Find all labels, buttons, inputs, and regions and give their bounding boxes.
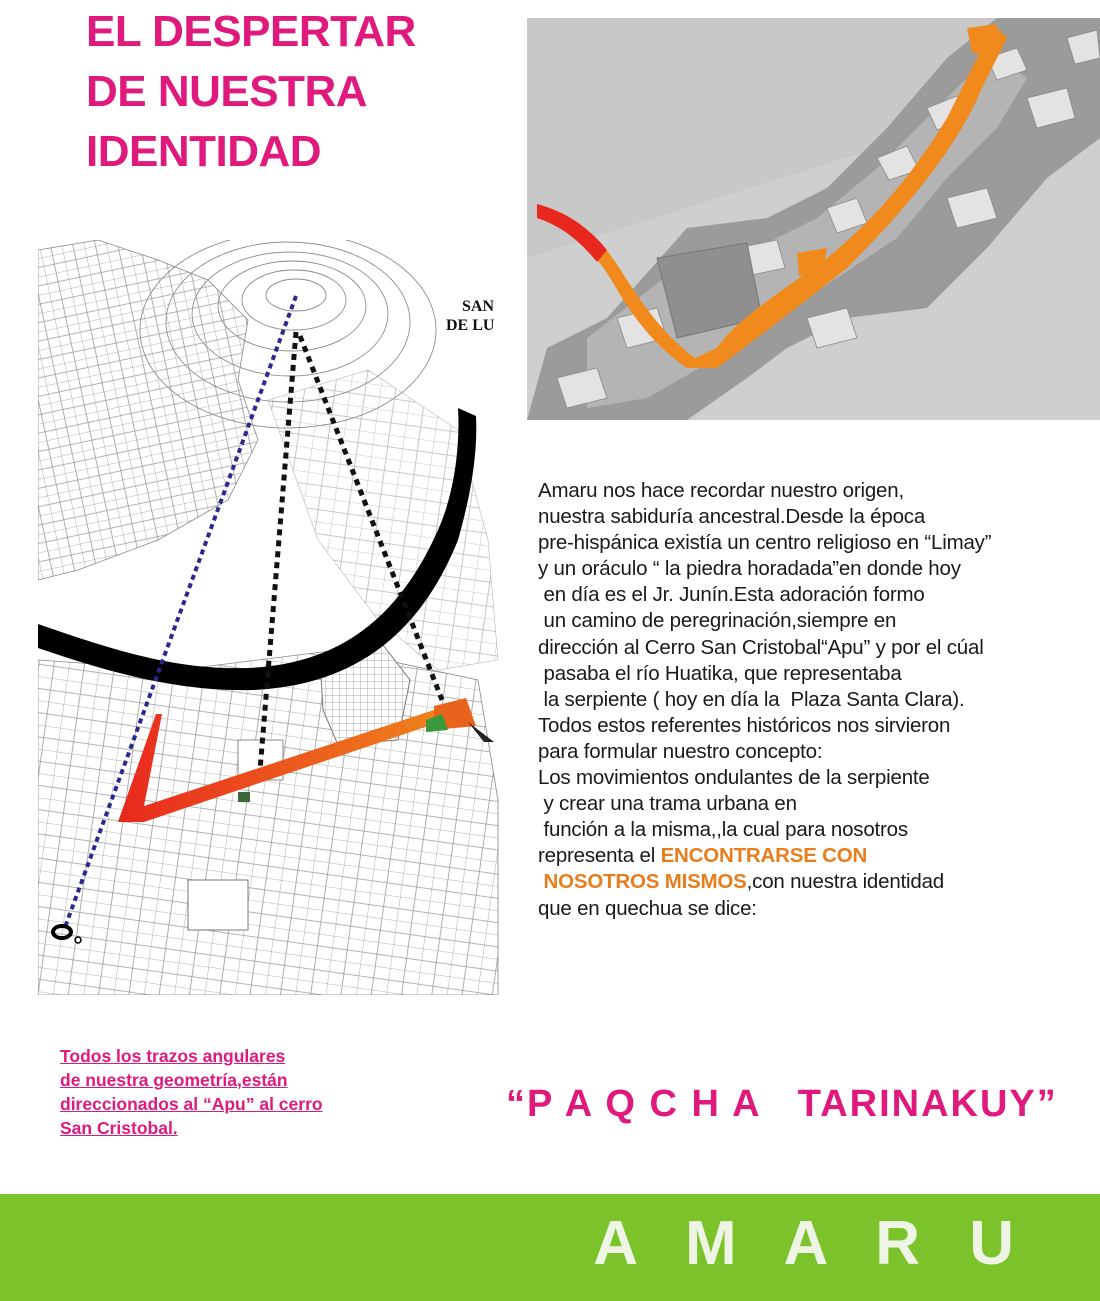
- footer-band: [0, 1194, 1100, 1301]
- highlight-nosotros: NOSOTROS MISMOS: [538, 870, 747, 894]
- body-line: que en quechua se dice:: [538, 896, 757, 920]
- body-line: y un oráculo “ la piedra horadada”en donde hoy: [538, 557, 961, 581]
- title-line-1: EL DESPERTAR: [86, 7, 416, 56]
- body-line-highlight-1: representa el ENCONTRARSE CON: [538, 844, 868, 868]
- map-place-label-1: SAN: [462, 298, 495, 315]
- body-line: Todos estos referentes históricos nos sirvieron: [538, 713, 951, 737]
- geometry-caption: [60, 1044, 400, 1140]
- highlight-encontrarse: ENCONTRARSE CON: [660, 844, 868, 868]
- title-line-2: DE NUESTRA: [86, 67, 368, 116]
- body-line: pasaba el río Huatika, que representaba: [538, 661, 902, 685]
- body-line: pre-hispánica existía un centro religioso en “Limay”: [538, 531, 992, 555]
- body-line-highlight-2: NOSOTROS MISMOS,con nuestra identidad: [538, 870, 944, 894]
- caption-line-2: de nuestra geometría,están: [60, 1070, 288, 1090]
- body-line: en día es el Jr. Junín.Esta adoración formo: [538, 583, 925, 607]
- body-line: la serpiente ( hoy en día la Plaza Santa Clara).: [538, 687, 965, 711]
- urban-plan-map: [38, 240, 508, 995]
- quechua-phrase: “P A Q C H A TARINAKUY”: [506, 1083, 1058, 1125]
- body-line: un camino de peregrinación,siempre en: [538, 609, 897, 633]
- page-title: [86, 2, 506, 182]
- body-line: nuestra sabiduría ancestral.Desde la época: [538, 505, 926, 529]
- 3d-model-render: [527, 18, 1100, 420]
- body-line: Los movimientos ondulantes de la serpiente: [538, 766, 930, 790]
- title-line-3: IDENTIDAD: [86, 127, 322, 176]
- map-place-label-2: DE LU: [446, 317, 495, 334]
- caption-line-1: Todos los trazos angulares: [60, 1046, 286, 1066]
- body-line: dirección al Cerro San Cristobal“Apu” y por el cúal: [538, 635, 984, 659]
- concept-description: [538, 478, 1083, 922]
- body-line: y crear una trama urbana en: [538, 792, 797, 816]
- body-line: función a la misma,,la cual para nosotros: [538, 818, 908, 842]
- body-line: para formular nuestro concepto:: [538, 739, 823, 763]
- body-line: Amaru nos hace recordar nuestro origen,: [538, 479, 904, 502]
- caption-line-3: direccionados al “Apu” al cerro: [60, 1094, 323, 1114]
- brand-name: A M A R U: [593, 1209, 1030, 1278]
- caption-line-4: San Cristobal.: [60, 1118, 178, 1138]
